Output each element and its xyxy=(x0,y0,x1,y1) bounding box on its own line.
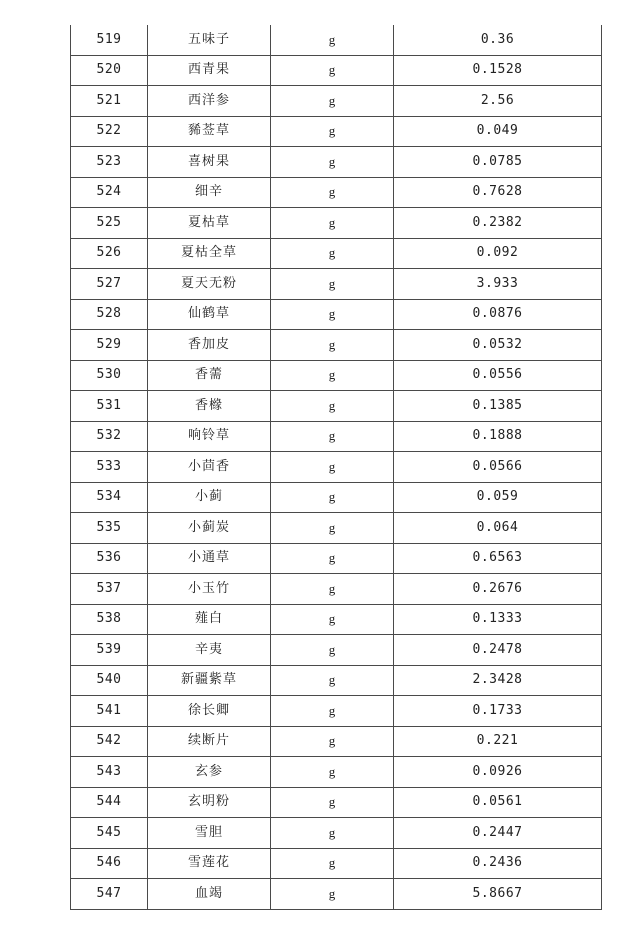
unit: g xyxy=(271,665,394,696)
unit: g xyxy=(271,696,394,727)
unit: g xyxy=(271,482,394,513)
unit: g xyxy=(271,757,394,788)
table-row xyxy=(71,757,602,788)
table-row xyxy=(71,86,602,117)
herb-name: 雪胆 xyxy=(148,818,271,849)
price: 0.0566 xyxy=(394,452,602,483)
herb-name: 响铃草 xyxy=(148,421,271,452)
herb-name: 西洋参 xyxy=(148,86,271,117)
herb-name: 新疆紫草 xyxy=(148,665,271,696)
unit: g xyxy=(271,116,394,147)
unit: g xyxy=(271,818,394,849)
table-row xyxy=(71,879,602,910)
herb-name: 徐长卿 xyxy=(148,696,271,727)
table-row xyxy=(71,330,602,361)
row-number: 527 xyxy=(71,269,148,300)
unit: g xyxy=(271,635,394,666)
unit: g xyxy=(271,238,394,269)
row-number: 522 xyxy=(71,116,148,147)
herb-name: 香薷 xyxy=(148,360,271,391)
row-number: 520 xyxy=(71,55,148,86)
table-row xyxy=(71,360,602,391)
price: 0.092 xyxy=(394,238,602,269)
row-number: 526 xyxy=(71,238,148,269)
price: 0.1333 xyxy=(394,604,602,635)
herb-name: 小玉竹 xyxy=(148,574,271,605)
unit: g xyxy=(271,574,394,605)
price: 0.221 xyxy=(394,726,602,757)
herb-name: 血竭 xyxy=(148,879,271,910)
table-row xyxy=(71,482,602,513)
unit: g xyxy=(271,452,394,483)
herb-name: 小蓟炭 xyxy=(148,513,271,544)
unit: g xyxy=(271,391,394,422)
row-number: 534 xyxy=(71,482,148,513)
price: 0.1888 xyxy=(394,421,602,452)
unit: g xyxy=(271,513,394,544)
herb-name: 豨莶草 xyxy=(148,116,271,147)
herb-name: 夏枯全草 xyxy=(148,238,271,269)
price: 0.2676 xyxy=(394,574,602,605)
price: 0.064 xyxy=(394,513,602,544)
price: 0.1528 xyxy=(394,55,602,86)
table-row xyxy=(71,665,602,696)
table-row xyxy=(71,848,602,879)
herb-name: 喜树果 xyxy=(148,147,271,178)
table-row xyxy=(71,208,602,239)
table-row xyxy=(71,238,602,269)
price: 5.8667 xyxy=(394,879,602,910)
row-number: 540 xyxy=(71,665,148,696)
table-row xyxy=(71,25,602,55)
table-row xyxy=(71,147,602,178)
table-row xyxy=(71,116,602,147)
row-number: 528 xyxy=(71,299,148,330)
row-number: 543 xyxy=(71,757,148,788)
herb-name: 香橼 xyxy=(148,391,271,422)
herb-name: 西青果 xyxy=(148,55,271,86)
row-number: 536 xyxy=(71,543,148,574)
row-number: 531 xyxy=(71,391,148,422)
table-row xyxy=(71,726,602,757)
table-row xyxy=(71,543,602,574)
price: 0.6563 xyxy=(394,543,602,574)
row-number: 524 xyxy=(71,177,148,208)
table-row xyxy=(71,787,602,818)
row-number: 533 xyxy=(71,452,148,483)
table-row xyxy=(71,696,602,727)
row-number: 530 xyxy=(71,360,148,391)
unit: g xyxy=(271,25,394,55)
herb-name: 仙鹤草 xyxy=(148,299,271,330)
price: 0.0561 xyxy=(394,787,602,818)
row-number: 525 xyxy=(71,208,148,239)
herb-price-table xyxy=(70,25,602,910)
herb-name: 小蓟 xyxy=(148,482,271,513)
row-number: 538 xyxy=(71,604,148,635)
row-number: 532 xyxy=(71,421,148,452)
unit: g xyxy=(271,848,394,879)
price: 0.2447 xyxy=(394,818,602,849)
row-number: 542 xyxy=(71,726,148,757)
herb-name: 小茴香 xyxy=(148,452,271,483)
table-row xyxy=(71,177,602,208)
unit: g xyxy=(271,55,394,86)
herb-name: 小通草 xyxy=(148,543,271,574)
row-number: 546 xyxy=(71,848,148,879)
unit: g xyxy=(271,360,394,391)
table-row xyxy=(71,452,602,483)
row-number: 537 xyxy=(71,574,148,605)
unit: g xyxy=(271,787,394,818)
table-row xyxy=(71,574,602,605)
unit: g xyxy=(271,269,394,300)
price: 0.36 xyxy=(394,25,602,55)
row-number: 521 xyxy=(71,86,148,117)
table-row xyxy=(71,269,602,300)
price: 0.2382 xyxy=(394,208,602,239)
herb-name: 细辛 xyxy=(148,177,271,208)
row-number: 539 xyxy=(71,635,148,666)
row-number: 544 xyxy=(71,787,148,818)
price: 0.049 xyxy=(394,116,602,147)
table-body xyxy=(71,25,602,909)
herb-name: 雪莲花 xyxy=(148,848,271,879)
row-number: 529 xyxy=(71,330,148,361)
unit: g xyxy=(271,879,394,910)
herb-name: 玄参 xyxy=(148,757,271,788)
unit: g xyxy=(271,726,394,757)
table-row xyxy=(71,421,602,452)
price: 0.1733 xyxy=(394,696,602,727)
price: 0.0926 xyxy=(394,757,602,788)
row-number: 541 xyxy=(71,696,148,727)
table-row xyxy=(71,55,602,86)
row-number: 545 xyxy=(71,818,148,849)
price: 0.2478 xyxy=(394,635,602,666)
price: 0.0876 xyxy=(394,299,602,330)
price: 0.059 xyxy=(394,482,602,513)
unit: g xyxy=(271,543,394,574)
row-number: 535 xyxy=(71,513,148,544)
unit: g xyxy=(271,330,394,361)
unit: g xyxy=(271,208,394,239)
herb-name: 夏天无粉 xyxy=(148,269,271,300)
unit: g xyxy=(271,421,394,452)
herb-name: 玄明粉 xyxy=(148,787,271,818)
unit: g xyxy=(271,86,394,117)
price: 0.0532 xyxy=(394,330,602,361)
table-row xyxy=(71,513,602,544)
table-row xyxy=(71,604,602,635)
table-row xyxy=(71,391,602,422)
herb-name: 辛夷 xyxy=(148,635,271,666)
price: 2.56 xyxy=(394,86,602,117)
price: 0.0556 xyxy=(394,360,602,391)
price: 3.933 xyxy=(394,269,602,300)
price: 2.3428 xyxy=(394,665,602,696)
row-number: 519 xyxy=(71,25,148,55)
unit: g xyxy=(271,177,394,208)
herb-name: 五味子 xyxy=(148,25,271,55)
price: 0.7628 xyxy=(394,177,602,208)
price: 0.2436 xyxy=(394,848,602,879)
unit: g xyxy=(271,147,394,178)
herb-name: 香加皮 xyxy=(148,330,271,361)
table-row xyxy=(71,635,602,666)
row-number: 547 xyxy=(71,879,148,910)
unit: g xyxy=(271,604,394,635)
table-row xyxy=(71,299,602,330)
price: 0.1385 xyxy=(394,391,602,422)
herb-name: 续断片 xyxy=(148,726,271,757)
herb-name: 薤白 xyxy=(148,604,271,635)
row-number: 523 xyxy=(71,147,148,178)
price: 0.0785 xyxy=(394,147,602,178)
unit: g xyxy=(271,299,394,330)
table-row xyxy=(71,818,602,849)
herb-name: 夏枯草 xyxy=(148,208,271,239)
